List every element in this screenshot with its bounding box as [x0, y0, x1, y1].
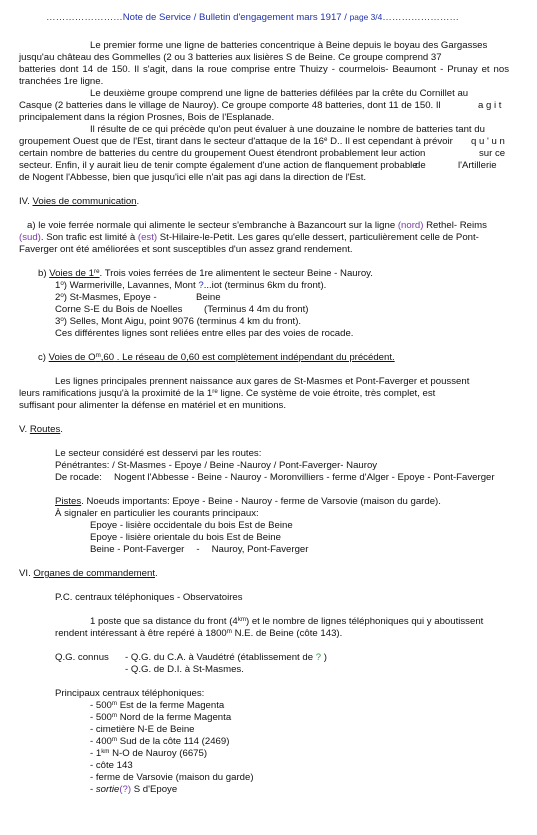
- para3-line4: secteur. Enfin, il y aurait lieu de tenir compte également d'une action de flanquement probable: [19, 160, 418, 171]
- routes-intro: Le secteur considéré est desservi par les routes:: [55, 448, 262, 459]
- para3-line3-tail: sur ce: [479, 148, 506, 159]
- item-b-heading: b) Voies de 1re. Trois voies ferrées de 1re alimentent le secteur Beine - Nauroy.: [38, 268, 373, 279]
- routes-courant-1: Epoye - lisière occidentale du bois Est de Beine: [90, 520, 293, 531]
- para3-line4-mid: de: [415, 160, 426, 171]
- para2-line1: Le deuxième groupe comprend une ligne de batteries défilées par la crête du Cornillet au: [90, 88, 469, 99]
- annotation-est: (est): [137, 232, 158, 243]
- pc-title: P.C. centraux téléphoniques - Observatoires: [55, 592, 243, 603]
- annotation-sud: (sud): [19, 232, 41, 243]
- para3-line2: groupement Ouest que de l'Est, tirant dans le secteur d'attaque de la 16e D.. Il est cependant à prévoir: [19, 136, 453, 147]
- para4-line3: suffisant pour alimenter la défense en matériel et en munitions.: [19, 400, 286, 411]
- para2-line2: Casque (2 batteries dans le village de Nauroy). Ce groupe comporte 48 batteries, dont 11 de 150. Il: [19, 100, 441, 111]
- para3-line4-tail: l'Artillerie: [458, 160, 497, 171]
- para2-line3: principalement dans la région Prosnes, Bois de l'Esplanade.: [19, 112, 275, 123]
- routes-pistes: Pistes. Noeuds importants: Epoye - Beine - Nauroy - ferme de Varsovie (maison du garde).: [55, 496, 441, 507]
- routes-penetrantes: Pénétrantes: / St-Masmes - Epoye / Beine -Nauroy / Pont-Faverger- Nauroy: [55, 460, 378, 471]
- para3-line5: de Nogent l'Abbesse, bien que jusqu'ici elle n'ait pas agi dans la direction de l'Est.: [19, 172, 367, 183]
- item-a-line1: a) le voie ferrée normale qui alimente le secteur s'embranche à Bazancourt sur la ligne (nord) Rethel- Reims: [27, 220, 487, 231]
- qg-line1: - Q.G. du C.A. à Vaudétré (établissement de ? ): [125, 652, 327, 663]
- para4-line2: leurs ramifications jusqu'à la proximité de la 1re ligne. Ce système de voie étroite, très complet, est: [19, 388, 436, 399]
- item-b-entry2-corne: Corne S-E du Bois de Noelles: [55, 304, 183, 315]
- centraux-title: Principaux centraux téléphoniques:: [55, 688, 205, 699]
- para3-line1: Il résulte de ce qui précède qu'on peut évaluer à une douzaine le nombre de batteries tant du: [90, 124, 485, 135]
- qg-label: Q.G. connus: [55, 652, 109, 663]
- item-b-entry3: 3$^o$) Selles, Mont Aigu, point 9076 (terminus 4 km du front).: [55, 316, 302, 327]
- qg-line2: - Q.G. de D.I. à St-Masmes.: [125, 664, 244, 675]
- item-b-note: Ces différentes lignes sont reliées entre elles par des voies de rocade.: [55, 328, 354, 339]
- item-b-entry2-terminus: (Terminus 4 4m du front): [204, 304, 309, 315]
- section-vi-heading: VI. Organes de commandement.: [19, 568, 158, 579]
- item-b-entry1: 1$^o$) Warmeriville, Lavannes, Mont ?...iot (terminus 6km du front).: [55, 280, 327, 291]
- centraux-item: - côte 143: [90, 760, 133, 771]
- header-title: Note de Service / Bulletin d'engagement mars 1917: [122, 12, 342, 23]
- routes-courant-2: Epoye - lisière orientale du bois Est de Beine: [90, 532, 281, 543]
- header-dots-left: ……………………: [46, 12, 123, 23]
- routes-signal: À signaler en particulier les courants principaux:: [55, 508, 259, 519]
- page-header: [46, 11, 459, 24]
- header-dots-right: ……………………: [382, 12, 459, 23]
- para1-line4: tranchées 1re ligne.: [19, 76, 104, 87]
- centraux-item: - 500$^m$ Nord de la ferme Magenta: [90, 712, 232, 723]
- routes-courant-3: Beine - Pont-Faverger - Nauroy, Pont-Faverger: [90, 544, 309, 555]
- pc-line1: 1 poste que sa distance du front $(4^{km})$ et le nombre de lignes téléphoniques qui y aboutissent: [90, 616, 484, 627]
- pc-line2: rendent intéressant à être repéré à 1800$^m$ N.E. de Beine (côte 143).: [55, 628, 343, 639]
- section-v-heading: V. Routes.: [19, 424, 63, 435]
- centraux-item: - cimetière N-E de Beine: [90, 724, 195, 735]
- para1-line3: batteries dont 14 de 150. Il s'agit, dans la roue comprise entre Thuizy - courmelois- Beaumont - Prunay et nos: [19, 64, 509, 75]
- para3-line3: certain nombre de batteries du centre du groupement Ouest étendront probablement leur action: [19, 148, 426, 159]
- item-b-entry2: 2$^o$) St-Masmes, Epoye -: [55, 292, 157, 303]
- para1-line1: Le premier forme une ligne de batteries concentrique à Beine depuis le boyau des Gargasses: [90, 40, 488, 51]
- centraux-item: - 500$^m$ Est de la ferme Magenta: [90, 700, 225, 711]
- section-iv-heading: IV. Voies de communication.: [19, 196, 140, 207]
- item-b-entry2-dest: Beine: [196, 292, 221, 303]
- centraux-item: - ferme de Varsovie (maison du garde): [90, 772, 254, 783]
- centraux-item-last: - sortie(?) S d'Epoye: [90, 784, 178, 795]
- item-c-heading: c) Voies de $O^m,60$ . Le réseau de 0,60 est complètement indépendant du précédent.: [38, 352, 395, 363]
- header-page-label: page 3/4: [349, 12, 383, 22]
- routes-rocade: De rocade: Nogent l'Abbesse - Beine - Nauroy - Moronvilliers - ferme d'Alger - Epoye - Pont-Faverger: [55, 472, 495, 483]
- item-a-line2: (sud). Son trafic est limité à (est) St-Hilaire-le-Petit. Les gares qu'elle dessert, particulièrement celle de Pont-: [19, 232, 479, 243]
- para3-line2-tail: q u ' u n: [471, 136, 505, 147]
- centraux-item: - $1^{km}$ N-O de Nauroy (6675): [90, 748, 208, 759]
- para2-line2-tail: a g i t: [478, 100, 502, 111]
- header-separator: /: [341, 12, 350, 23]
- centraux-item: - 400$^m$ Sud de la côte 114 (2469): [90, 736, 230, 747]
- para4-line1: Les lignes principales prennent naissance aux gares de St-Masmes et Pont-Faverger et poussent: [55, 376, 470, 387]
- item-a-line3: Faverger ont été améliorées et sont susceptibles d'un assez grand rendement.: [19, 244, 353, 255]
- para1-line2: jusqu'au château des Gommelles (2 ou 3 batteries aux lisières S de Beine. Ce groupe comprend 37: [19, 52, 442, 63]
- annotation-nord: (nord): [397, 220, 424, 231]
